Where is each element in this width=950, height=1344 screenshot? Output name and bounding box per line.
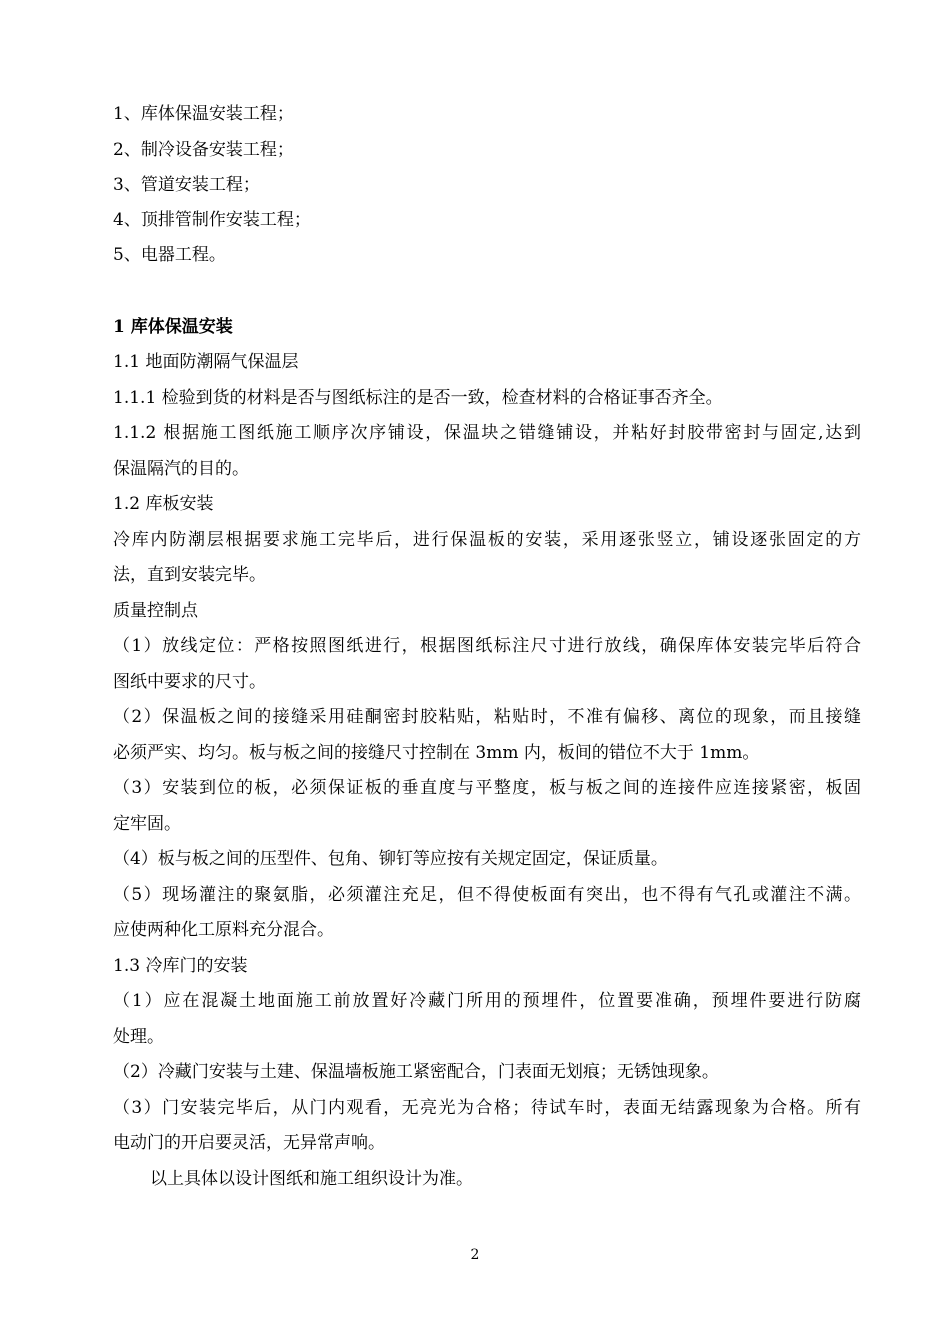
quality-item-5-line-2: 应使两种化工原料充分混合。 <box>113 920 334 940</box>
paragraph-1-2-line-2: 法，直到安装完毕。 <box>113 565 266 585</box>
closing-note: 以上具体以设计图纸和施工组织设计为准。 <box>150 1169 473 1189</box>
subsection-1-1-title: 1.1 地面防潮隔气保温层 <box>113 352 299 372</box>
list-item-1: 1、库体保温安装工程； <box>113 104 294 124</box>
door-item-2: （2）冷藏门安装与土建、保温墙板施工紧密配合，门表面无划痕；无锈蚀现象。 <box>113 1062 719 1082</box>
quality-item-4: （4）板与板之间的压型件、包角、铆钉等应按有关规定固定，保证质量。 <box>113 849 668 869</box>
subsection-1-2-title: 1.2 库板安装 <box>113 494 214 514</box>
door-item-3-line-2: 电动门的开启要灵活，无异常声响。 <box>113 1133 385 1153</box>
quality-item-2-line-1: （2）保温板之间的接缝采用硅酮密封胶粘贴，粘贴时，不准有偏移、离位的现象，而且接缝 <box>113 707 861 727</box>
section-heading: 1 库体保温安装 <box>113 317 233 337</box>
quality-item-3-line-2: 定牢固。 <box>113 814 181 834</box>
list-item-3: 3、管道安装工程； <box>113 175 260 195</box>
paragraph-1-1-1: 1.1.1 检验到货的材料是否与图纸标注的是否一致，检查材料的合格证事否齐全。 <box>113 388 723 408</box>
page-number: 2 <box>470 1247 480 1263</box>
quality-item-1-line-1: （1）放线定位：严格按照图纸进行，根据图纸标注尺寸进行放线，确保库体安装完毕后符合 <box>113 636 861 656</box>
door-item-1-line-1: （1）应在混凝土地面施工前放置好冷藏门所用的预埋件，位置要准确，预埋件要进行防腐 <box>113 991 861 1011</box>
paragraph-1-1-2-line-1: 1.1.2 根据施工图纸施工顺序次序铺设，保温块之错缝铺设，并粘好封胶带密封与固定,达到 <box>113 423 861 443</box>
paragraph-1-2-line-1: 冷库内防潮层根据要求施工完毕后，进行保温板的安装，采用逐张竖立，铺设逐张固定的方 <box>113 530 861 550</box>
quality-control-title: 质量控制点 <box>113 601 198 621</box>
door-item-1-line-2: 处理。 <box>113 1027 164 1047</box>
list-item-4: 4、顶排管制作安装工程； <box>113 210 311 230</box>
door-item-3-line-1: （3）门安装完毕后，从门内观看，无亮光为合格；待试车时，表面无结露现象为合格。所有 <box>113 1098 861 1118</box>
list-item-2: 2、制冷设备安装工程； <box>113 140 294 160</box>
quality-item-2-line-2: 必须严实、均匀。板与板之间的接缝尺寸控制在 3mm 内，板间的错位不大于 1mm。 <box>113 743 760 763</box>
subsection-1-3-title: 1.3 冷库门的安装 <box>113 956 248 976</box>
list-item-5: 5、电器工程。 <box>113 245 226 265</box>
quality-item-1-line-2: 图纸中要求的尺寸。 <box>113 672 266 692</box>
quality-item-5-line-1: （5）现场灌注的聚氨脂，必须灌注充足，但不得使板面有突出，也不得有气孔或灌注不满。 <box>113 885 861 905</box>
paragraph-1-1-2-line-2: 保温隔汽的目的。 <box>113 459 249 479</box>
quality-item-3-line-1: （3）安装到位的板，必须保证板的垂直度与平整度，板与板之间的连接件应连接紧密，板固 <box>113 778 861 798</box>
